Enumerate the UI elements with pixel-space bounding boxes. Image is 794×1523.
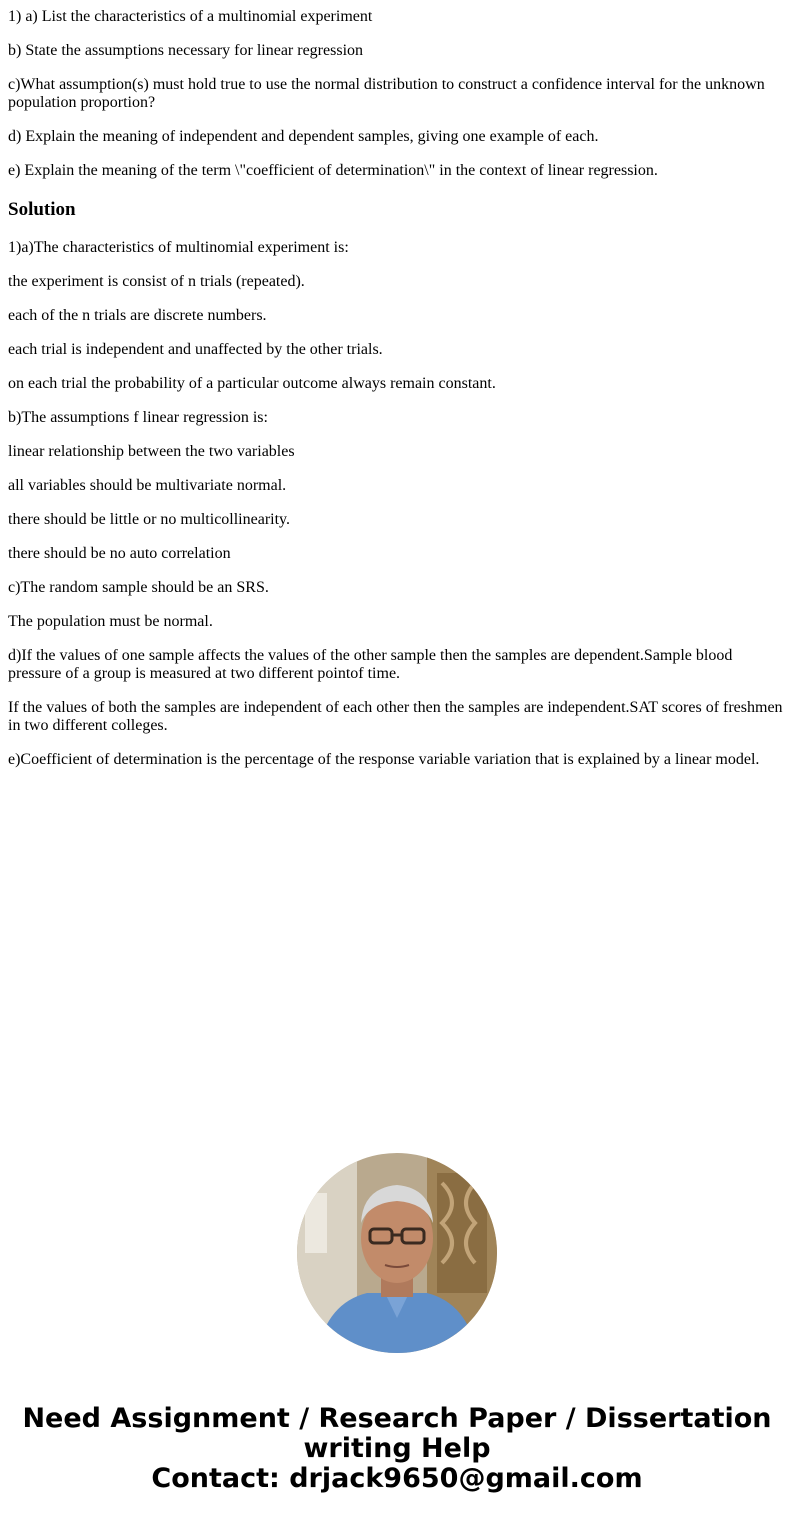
solution-line: there should be little or no multicollinearity. xyxy=(8,511,291,528)
question-a: 1) a) List the characteristics of a multinomial experiment xyxy=(8,8,373,25)
solution-line: the experiment is consist of n trials (repeated). xyxy=(8,273,305,290)
solution-line: each of the n trials are discrete numbers. xyxy=(8,307,267,324)
solution-line: The population must be normal. xyxy=(8,613,213,630)
solution-line: on each trial the probability of a particular outcome always remain constant. xyxy=(8,375,496,392)
solution-heading: Solution xyxy=(8,199,76,220)
solution-line: each trial is independent and unaffected by the other trials. xyxy=(8,341,383,358)
footer-contact: Contact: drjack9650@gmail.com xyxy=(151,1463,643,1494)
solution-line: 1)a)The characteristics of multinomial experiment is: xyxy=(8,239,349,256)
solution-line: there should be no auto correlation xyxy=(8,545,231,562)
question-c: c)What assumption(s) must hold true to use the normal distribution to construct a confidence interval for the unknown population proportion? xyxy=(8,76,765,111)
solution-line: c)The random sample should be an SRS. xyxy=(8,579,269,596)
footer-line-1: Need Assignment / Research Paper / Dissertation xyxy=(22,1403,772,1434)
solution-line: d)If the values of one sample affects the values of the other sample then the samples are dependent.Sample blood pressure of a group is measured at two different pointof time. xyxy=(8,647,733,682)
question-d: d) Explain the meaning of independent and dependent samples, giving one example of each. xyxy=(8,128,599,145)
author-photo-icon xyxy=(297,1153,497,1353)
footer-banner xyxy=(0,1404,794,1494)
solution-line: If the values of both the samples are independent of each other then the samples are independent.SAT scores of freshmen in two different colleges. xyxy=(8,699,783,734)
solution-line: b)The assumptions f linear regression is: xyxy=(8,409,268,426)
solution-line: linear relationship between the two variables xyxy=(8,443,295,460)
footer-line-2: writing Help xyxy=(303,1433,491,1464)
question-e: e) Explain the meaning of the term \"coefficient of determination\" in the context of linear regression. xyxy=(8,162,658,179)
question-b: b) State the assumptions necessary for linear regression xyxy=(8,42,364,59)
solution-line: all variables should be multivariate normal. xyxy=(8,477,287,494)
solution-line: e)Coefficient of determination is the percentage of the response variable variation that is explained by a linear model. xyxy=(8,751,760,768)
author-avatar xyxy=(297,1153,497,1353)
